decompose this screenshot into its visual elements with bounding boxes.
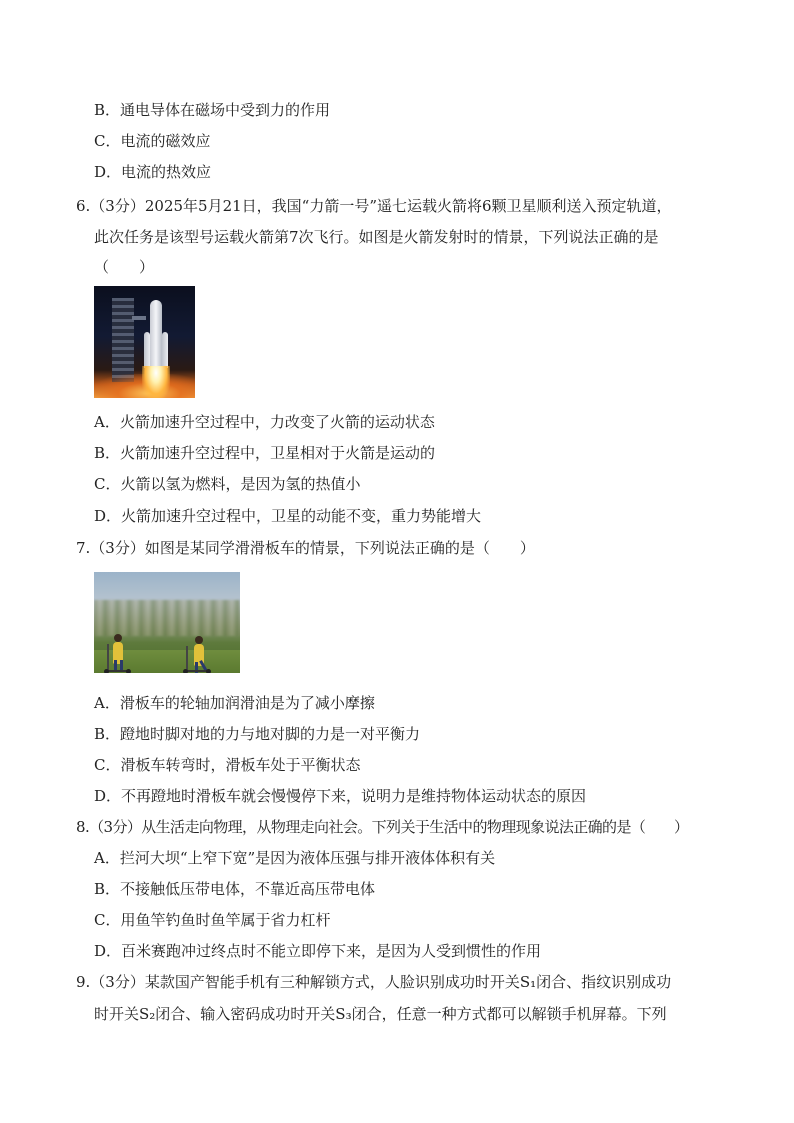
q8-option-c: C．用鱼竿钓鱼时鱼竿属于省力杠杆 — [94, 911, 331, 929]
scooter — [106, 670, 128, 672]
q6-option-d: D．火箭加速升空过程中，卫星的动能不变，重力势能增大 — [94, 507, 482, 525]
q6-stem-line1: 6.（3分）2025年5月21日，我国“力箭一号”遥七运载火箭将6颗卫星顺利送入预定轨道， — [76, 197, 672, 215]
q7-option-d: D．不再蹬地时滑板车就会慢慢停下来，说明力是维持物体运动状态的原因 — [94, 787, 587, 805]
q6-option-c: C．火箭以氢为燃料，是因为氢的热值小 — [94, 475, 361, 493]
q6-stem-line3: （ ） — [94, 258, 155, 276]
q8-option-d: D．百米赛跑冲过终点时不能立即停下来，是因为人受到惯性的作用 — [94, 942, 542, 960]
q5-option-b: B．通电导体在磁场中受到力的作用 — [94, 101, 331, 119]
q8-option-b: B．不接触低压带电体，不靠近高压带电体 — [94, 880, 376, 898]
scooter-photo — [94, 572, 240, 673]
q7-option-c: C．滑板车转弯时，滑板车处于平衡状态 — [94, 756, 361, 774]
rocket-flame — [142, 366, 170, 398]
q5-option-c: C．电流的磁效应 — [94, 132, 211, 150]
q5-option-d: D．电流的热效应 — [94, 163, 212, 181]
q7-stem-line1: 7.（3分）如图是某同学滑滑板车的情景，下列说法正确的是（ ） — [76, 539, 535, 557]
q8-stem-line1: 8.（3分）从生活走向物理，从物理走向社会。下列关于生活中的物理现象说法正确的是（ ） — [76, 818, 689, 836]
q6-option-b: B．火箭加速升空过程中，卫星相对于火箭是运动的 — [94, 444, 436, 462]
q8-option-a: A．拦河大坝“上窄下宽”是因为液体压强与排开液体体积有关 — [94, 849, 496, 867]
q6-option-a: A．火箭加速升空过程中，力改变了火箭的运动状态 — [94, 413, 435, 431]
rocket-body — [150, 300, 162, 368]
q6-stem-line2: 此次任务是该型号运载火箭第7次飞行。如图是火箭发射时的情景，下列说法正确的是 — [94, 228, 659, 246]
scooter — [186, 670, 208, 672]
q9-stem-line2: 时开关S₂闭合、输入密码成功时开关S₃闭合，任意一种方式都可以解锁手机屏幕。下列 — [94, 1005, 667, 1023]
launch-tower — [112, 298, 134, 382]
rocket-launch-photo — [94, 286, 195, 398]
q9-stem-line1: 9.（3分）某款国产智能手机有三种解锁方式，人脸识别成功时开关S₁闭合、指纹识别成功 — [76, 973, 672, 991]
q7-option-a: A．滑板车的轮轴加润滑油是为了减小摩擦 — [94, 694, 375, 712]
q7-option-b: B．蹬地时脚对地的力与地对脚的力是一对平衡力 — [94, 725, 421, 743]
